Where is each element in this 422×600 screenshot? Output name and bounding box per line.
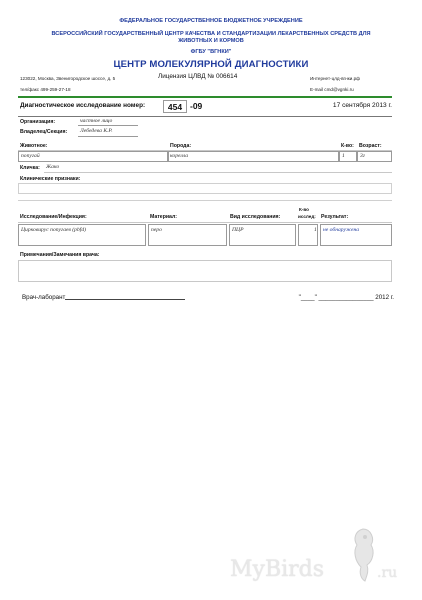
study-row-underline [18, 116, 392, 117]
owner-value: Лебедева К.Р. [80, 128, 113, 134]
organization-label: Организация: [20, 119, 56, 125]
organization-underline [78, 125, 138, 126]
quantity-column-header-1: К-во [299, 207, 309, 212]
notes-field[interactable] [18, 260, 392, 282]
organization-value: частное лицо [80, 118, 113, 124]
breed-value: корелла [170, 153, 189, 159]
study-number-field[interactable]: 454 [163, 100, 187, 113]
watermark-text: MyBirds [230, 557, 325, 582]
quantity-column-header-2: исслед: [298, 214, 316, 219]
age-label: Возраст: [359, 143, 382, 149]
result-field[interactable] [320, 224, 392, 246]
nickname-value: Жако [46, 164, 60, 170]
header-divider [18, 96, 392, 98]
website: Интернет-цлд-вгнки.рф [310, 76, 360, 81]
method-column-header: Вид исследования: [230, 214, 281, 220]
material-value: перо [151, 227, 162, 233]
signature-date: "____" ________________ 2012 г. [298, 294, 394, 301]
infection-field[interactable] [18, 224, 146, 246]
age-field[interactable] [357, 151, 392, 162]
breed-label: Порода: [170, 143, 192, 149]
breed-field[interactable] [168, 151, 339, 162]
license: Лицензия ЦЛВД № 006614 [158, 73, 238, 80]
signature-line [65, 299, 185, 300]
phone: тел/факс 499-259-27-18 [20, 87, 71, 92]
watermark-suffix: .ru [377, 565, 398, 581]
org-short: ФГБУ "ВГНКИ" [190, 49, 232, 55]
study-number-label: Диагностическое исследование номер: [20, 102, 146, 109]
org-name: ВСЕРОССИЙСКИЙ ГОСУДАРСТВЕННЫЙ ЦЕНТР КАЧЕСТВА И СТАНДАРТИЗАЦИИ ЛЕКАРСТВЕННЫХ СРЕДСТВ ДЛЯ ЖИВОТНЫХ И КОРМОВ [51, 31, 371, 44]
study-date: 17 сентября 2013 г. [332, 102, 392, 109]
method-value: ПЦР [232, 227, 244, 233]
infection-value: Цирковирус попугаев (pbfd) [21, 227, 86, 233]
age-value: 3г [360, 153, 365, 159]
quantity-field[interactable] [339, 151, 357, 162]
method-field[interactable] [229, 224, 296, 246]
clinical-signs-line [18, 200, 392, 201]
quantity-value: 1 [342, 153, 345, 159]
nickname-label: Кличка: [20, 165, 40, 171]
clinical-signs-label: Клинические признаки: [20, 176, 81, 182]
study-quantity-value: 1 [314, 227, 317, 233]
nickname-underline [44, 172, 392, 173]
quantity-label: К-во: [341, 143, 354, 149]
study-column-header: Исследование/Инфекция: [20, 214, 87, 220]
center-title: ЦЕНТР МОЛЕКУЛЯРНОЙ ДИАГНОСТИКИ [113, 59, 309, 70]
result-value: не обнаружена [323, 227, 360, 233]
animal-label: Животное: [20, 143, 48, 149]
material-column-header: Материал: [150, 214, 177, 220]
result-column-header: Результат: [321, 214, 349, 220]
signature-label: Врач-лаборант [22, 294, 66, 301]
animal-field[interactable] [18, 151, 168, 162]
material-field[interactable] [148, 224, 227, 246]
owner-label: Владелец/Секция: [20, 129, 68, 135]
address: 123022, Москва, Звенигородское шоссе, д. 5 [20, 76, 116, 81]
email: E-mail cmd@vgnki.ru [310, 87, 354, 92]
clinical-signs-field[interactable] [18, 183, 392, 194]
study-quantity-field[interactable] [298, 224, 318, 246]
org-type: ФЕДЕРАЛЬНОЕ ГОСУДАРСТВЕННОЕ БЮДЖЕТНОЕ УЧРЕЖДЕНИЕ [119, 18, 303, 24]
study-table-top-line [18, 222, 392, 223]
animal-value: попугай [21, 153, 40, 159]
owner-underline [78, 136, 138, 137]
notes-label: Примечания/Замечания врача: [20, 252, 100, 258]
study-number-suffix: -09 [190, 101, 203, 111]
